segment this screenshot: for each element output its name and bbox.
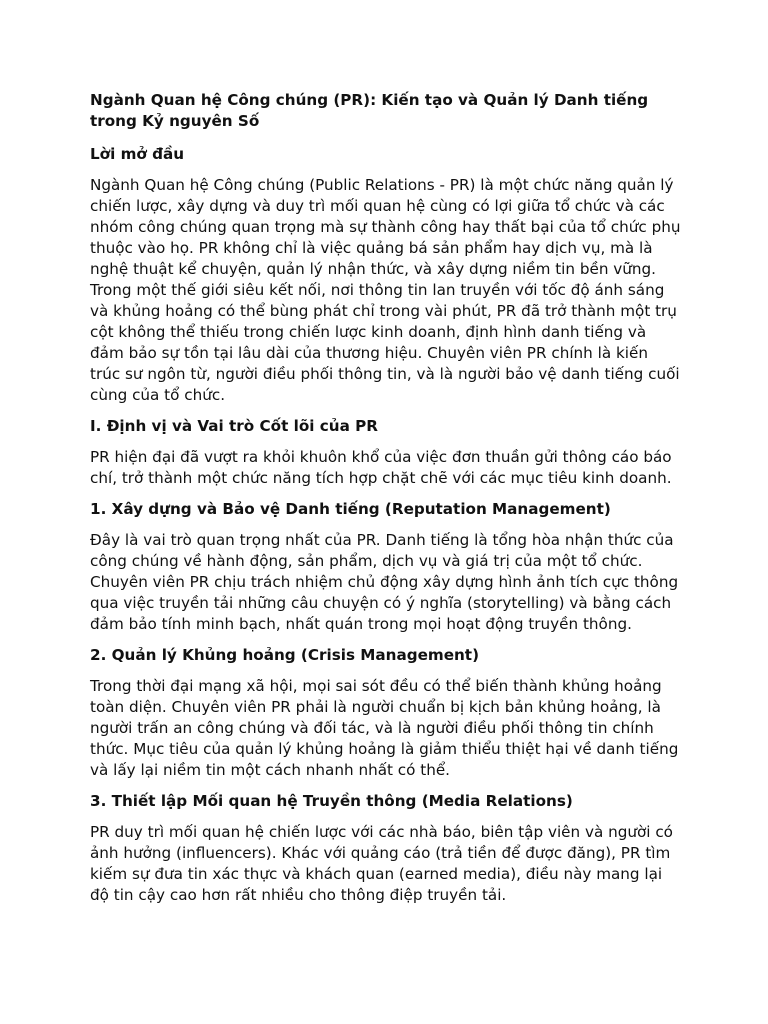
subsection-3-heading: 3. Thiết lập Mối quan hệ Truyền thông (Media Relations) xyxy=(90,792,573,810)
section-1-heading: I. Định vị và Vai trò Cốt lõi của PR xyxy=(90,417,378,435)
intro-heading: Lời mở đầu xyxy=(90,145,185,163)
subsection-2-paragraph: Trong thời đại mạng xã hội, mọi sai sót đều có thể biến thành khủng hoảng toàn diện. Chuyên viên PR phải là người chuẩn bị kịch bản khủng hoảng, là người trấn an công chúng và đối tác, và là người điều phối thông tin chính thức. Mục tiêu của quản lý khủng hoảng là giảm thiểu thiệt hại về danh tiếng và lấy lại niềm tin một cách nhanh nhất có thể. xyxy=(90,677,679,779)
section-1-paragraph: PR hiện đại đã vượt ra khỏi khuôn khổ của việc đơn thuần gửi thông cáo báo chí, trở thành một chức năng tích hợp chặt chẽ với các mục tiêu kinh doanh. xyxy=(90,448,672,487)
subsection-3-paragraph: PR duy trì mối quan hệ chiến lược với các nhà báo, biên tập viên và người có ảnh hưởng (influencers). Khác với quảng cáo (trả tiền để được đăng), PR tìm kiếm sự đưa tin xác thực và khách quan (earned media), điều này mang lại độ tin cậy cao hơn rất nhiều cho thông điệp truyền tải. xyxy=(90,823,673,904)
document-title: Ngành Quan hệ Công chúng (PR): Kiến tạo và Quản lý Danh tiếng trong Kỷ nguyên Số xyxy=(90,91,649,130)
subsection-2-heading: 2. Quản lý Khủng hoảng (Crisis Management) xyxy=(90,646,480,664)
subsection-1-heading: 1. Xây dựng và Bảo vệ Danh tiếng (Reputation Management) xyxy=(90,500,611,518)
document-page xyxy=(90,90,682,916)
intro-paragraph: Ngành Quan hệ Công chúng (Public Relations - PR) là một chức năng quản lý chiến lược, xây dựng và duy trì mối quan hệ cùng có lợi giữa tổ chức và các nhóm công chúng quan trọng mà sự thành công hay thất bại của tổ chức phụ thuộc vào họ. PR không chỉ là việc quảng bá sản phẩm hay dịch vụ, mà là nghệ thuật kể chuyện, quản lý nhận thức, và xây dựng niềm tin bền vững. Trong một thế giới siêu kết nối, nơi thông tin lan truyền với tốc độ ánh sáng và khủng hoảng có thể bùng phát chỉ trong vài phút, PR đã trở thành một trụ cột không thể thiếu trong chiến lược kinh doanh, định hình danh tiếng và đảm bảo sự tồn tại lâu dài của thương hiệu. Chuyên viên PR chính là kiến trúc sư ngôn từ, người điều phối thông tin, và là người bảo vệ danh tiếng cuối cùng của tổ chức. xyxy=(90,176,681,404)
subsection-1-paragraph: Đây là vai trò quan trọng nhất của PR. Danh tiếng là tổng hòa nhận thức của công chúng về hành động, sản phẩm, dịch vụ và giá trị của một tổ chức. Chuyên viên PR chịu trách nhiệm chủ động xây dựng hình ảnh tích cực thông qua việc truyền tải những câu chuyện có ý nghĩa (storytelling) và bằng cách đảm bảo tính minh bạch, nhất quán trong mọi hoạt động truyền thông. xyxy=(90,531,679,633)
